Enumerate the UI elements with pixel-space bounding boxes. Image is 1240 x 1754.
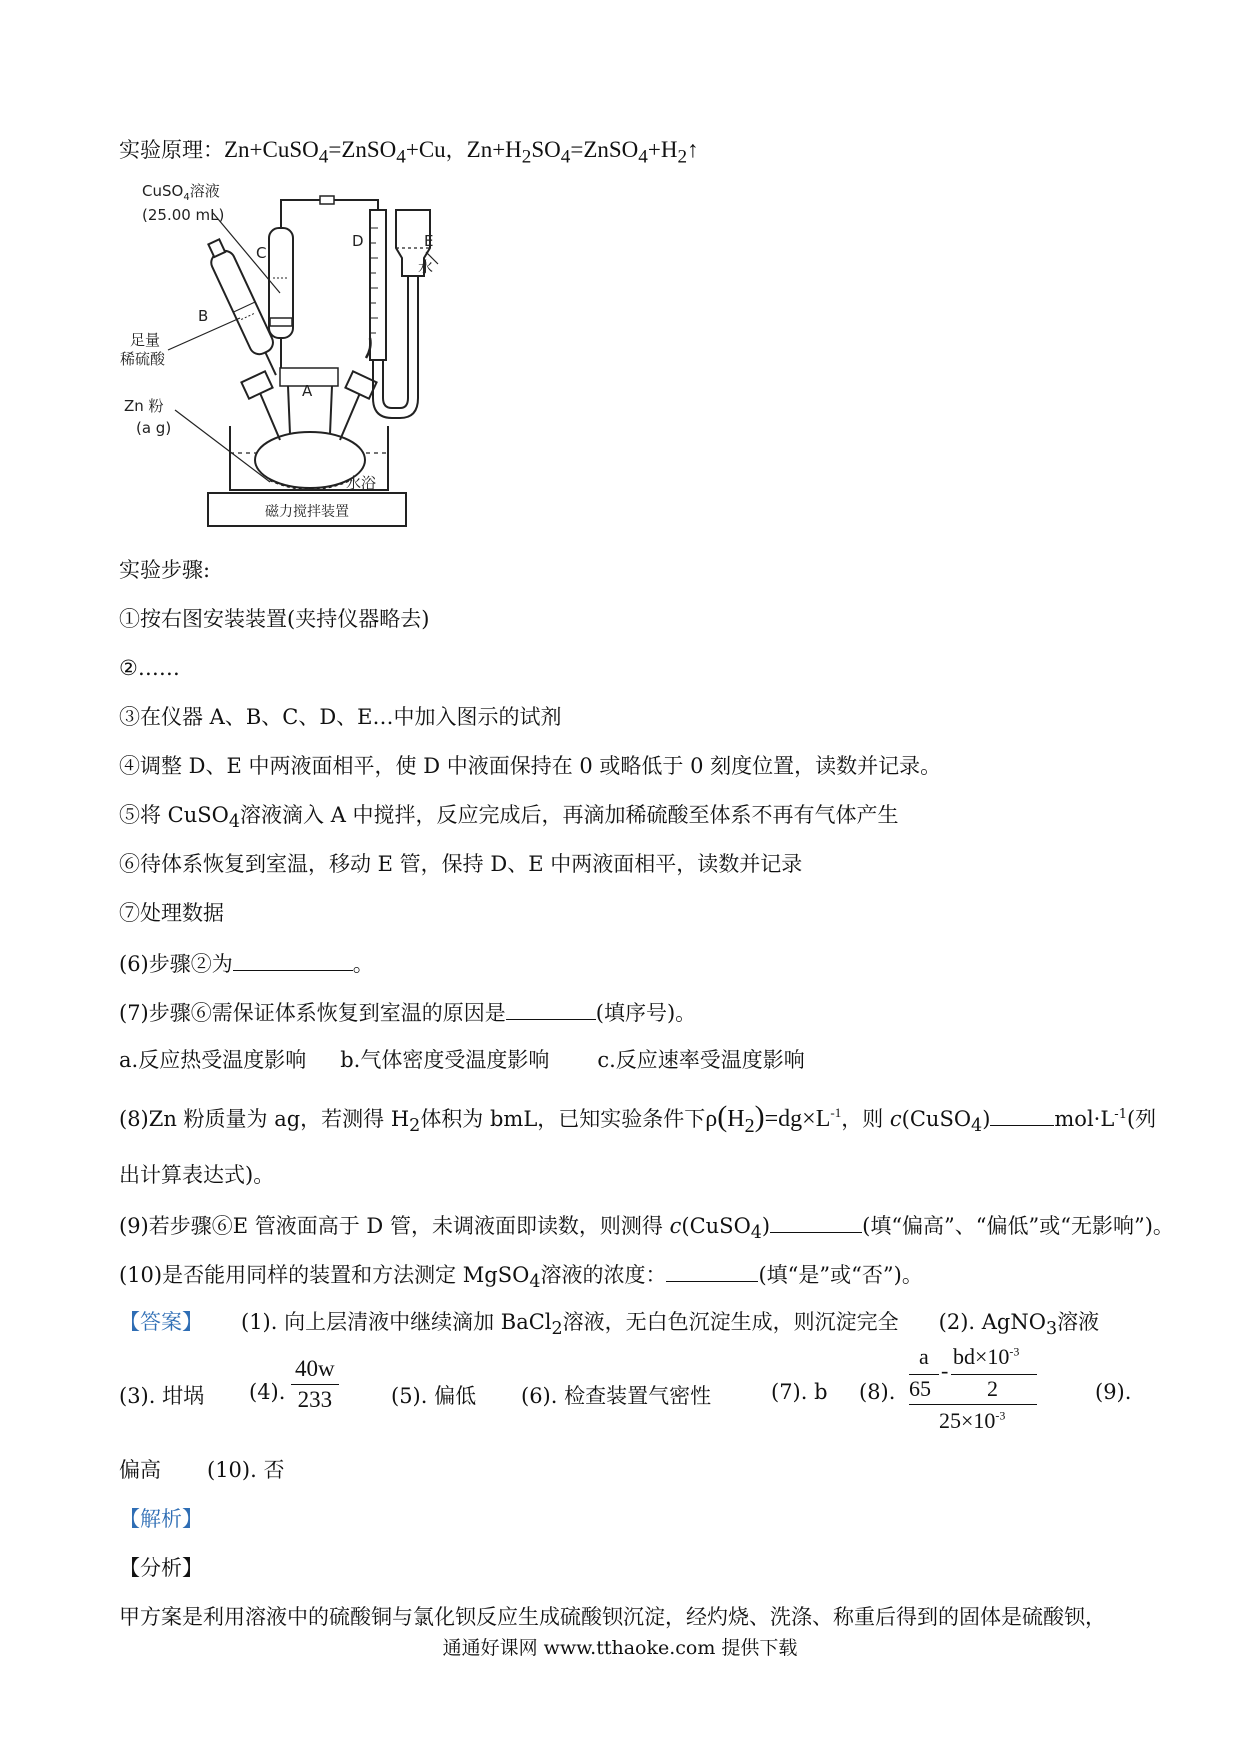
answer-line-1: 【答案】 (1). 向上层清液中继续滴加 BaCl$_2$溶液，无白色沉淀生成，则沉淀完全 (2). AgNO$_3$溶液	[119, 1310, 1100, 1340]
cuso4-volume: (25.00 mL)	[142, 206, 225, 224]
stirrer-label: 磁力搅拌装置	[265, 504, 349, 520]
question-8-cont: 出计算表达式)。	[119, 1163, 275, 1187]
zn-label-1: Zn 粉	[124, 397, 164, 415]
answer-line-3: 偏高 (10). 否	[119, 1458, 285, 1482]
water-label: 水	[418, 258, 434, 276]
steps-title: 实验步骤:	[119, 558, 211, 582]
label-B: B	[198, 307, 209, 325]
answer-tag: 【答案】	[119, 1310, 203, 1334]
option-a: a.反应热受温度影响	[119, 1048, 307, 1072]
question-8: (8)Zn 粉质量为 ag，若测得 $H_2$体积为 bmL，已知实验条件下$\rho(H_2)=dg\times L^{-1}$，则 c(CuSO$_4$) $mol\cdot L^{-1}$(列	[119, 1100, 1157, 1137]
step-1: ①按右图安装装置(夹持仪器略去)	[119, 607, 430, 631]
option-b: b.气体密度受温度影响	[340, 1048, 550, 1072]
equation-2: $Zn+H_2SO_4=ZnSO_4+H_2↑$	[466, 137, 699, 168]
step-5: ⑤将 CuSO$_4$溶液滴入 A 中搅拌，反应完成后，再滴加稀硫酸至体系不再有气体产生	[119, 803, 899, 833]
label-C: C	[256, 244, 267, 262]
principle-label: 实验原理：	[119, 138, 224, 162]
fraction-40w-233: $\frac{40w}{233}$	[291, 1356, 339, 1413]
answer-blank	[233, 948, 353, 971]
option-c: c.反应速率受温度影响	[597, 1048, 805, 1072]
answer-blank	[990, 1103, 1054, 1126]
page-footer: 通通好课网 www.tthaoke.com 提供下载	[442, 1637, 798, 1659]
step-4: ④调整 D、E 中两液面相平，使 D 中液面保持在 0 或略低于 0 刻度位置，读数并记录。	[119, 754, 942, 778]
label-A: A	[302, 382, 313, 400]
answer-blank	[506, 997, 596, 1020]
question-7-options	[119, 1046, 805, 1074]
analysis-text: 甲方案是利用溶液中的硫酸铜与氯化钡反应生成硫酸钡沉淀，经灼烧、洗涤、称重后得到的固体是硫酸钡，	[119, 1605, 1106, 1629]
zn-label-2: (a g)	[136, 419, 172, 437]
burette-D	[370, 210, 386, 360]
bath-label: 水浴	[346, 474, 377, 492]
question-9: (9)若步骤⑥E 管液面高于 D 管，未调液面即读数，则测得 c(CuSO$_4$) (填“偏高”、“偏低”或“无影响”)。	[119, 1210, 1174, 1247]
step-3: ③在仪器 A、B、C、D、E…中加入图示的试剂	[119, 705, 562, 729]
analysis-tag: 【解析】	[119, 1507, 203, 1531]
question-7: (7)步骤⑥需保证体系恢复到室温的原因是 (填序号)。	[119, 997, 696, 1027]
step-7: ⑦处理数据	[119, 901, 224, 925]
question-10: (10)是否能用同样的装置和方法测定 MgSO$_4$溶液的浓度： (填“是”或“否”)。	[119, 1259, 923, 1296]
label-D: D	[352, 232, 364, 250]
acid-label-2: 稀硫酸	[120, 350, 166, 368]
step-2: ②……	[119, 656, 180, 680]
label-E: E	[424, 232, 434, 250]
acid-label-1: 足量	[130, 331, 161, 349]
apparatus-diagram	[120, 182, 440, 532]
question-6: (6)步骤②为 。	[119, 948, 374, 978]
cuso4-label: CuSO$_4$溶液	[142, 182, 220, 203]
analysis-subtag: 【分析】	[119, 1556, 203, 1580]
principle-line: 实验原理：Zn+CuSO$_4$=ZnSO$_4$+Cu，$Zn+H_2SO_4=ZnSO_4+H_2↑$	[119, 137, 699, 168]
answer-line-2: (3). 坩埚 (4). $\frac{40w}{233}$ (5). 偏低 (6). 检查装置气密性 (7). b (8). a 65 - $bd\times 10^{-3}$ 2 $25\times 10^{-3}$ (9).	[119, 1344, 1132, 1433]
answer-blank	[770, 1210, 862, 1233]
step-6: ⑥待体系恢复到室温，移动 E 管，保持 D、E 中两液面相平，读数并记录	[119, 852, 803, 876]
equation-1: Zn+CuSO$_4$=ZnSO$_4$+Cu	[224, 137, 446, 168]
answer-blank	[666, 1259, 758, 1282]
